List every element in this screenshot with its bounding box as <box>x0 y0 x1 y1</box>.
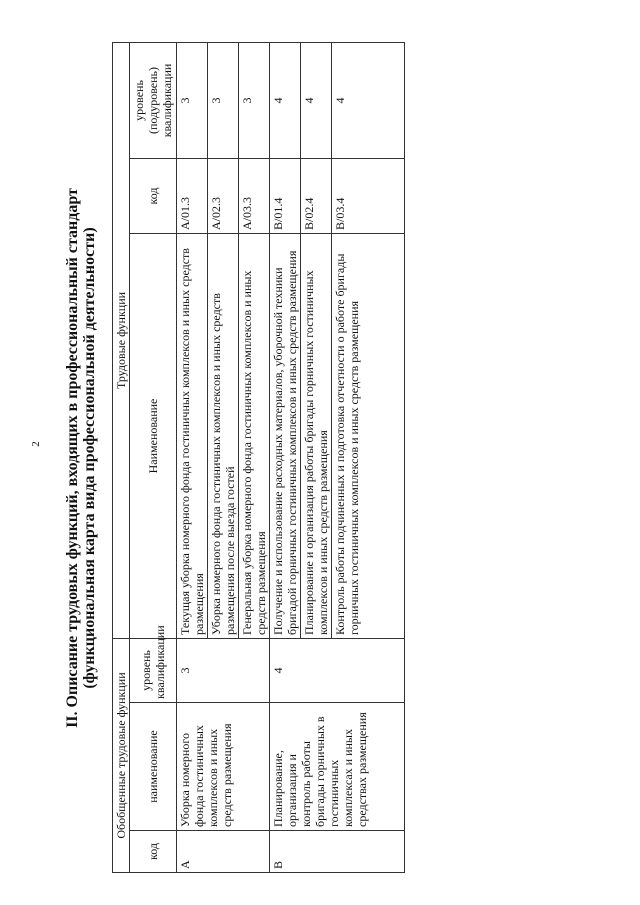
header-row-2 <box>130 42 177 872</box>
header-name-upper: Наименование <box>130 233 177 638</box>
function-name: Планирование и организация работы бригады горничных гостиничных комплексов и иных средств размещения <box>301 233 332 638</box>
header-level-sublevel: уровень (подуровень) квалификации <box>130 42 177 158</box>
header-generalized: Обобщенные трудовые функции <box>113 638 130 872</box>
function-name: Уборка номерного фонда гостиничных комплексов и иных средств размещения после выезда гостей <box>208 233 239 638</box>
function-level: 4 <box>332 42 405 158</box>
function-map-table <box>112 42 405 873</box>
function-level: 3 <box>239 42 270 158</box>
header-functions: Трудовые функции <box>113 42 130 638</box>
header-level-qualification: уровень квалификации <box>130 638 177 702</box>
function-level: 3 <box>208 42 239 158</box>
group-b-level: 4 <box>270 638 405 702</box>
page-title <box>64 23 98 893</box>
header-row-1 <box>113 42 130 872</box>
function-code: A/01.3 <box>177 158 208 233</box>
function-level: 4 <box>270 42 301 158</box>
title-line-1: II. Описание трудовых функций, входящих в профессиональный стандарт <box>64 188 81 728</box>
function-name: Текущая уборка номерного фонда гостиничных комплексов и иных средств размещения <box>177 233 208 638</box>
table-row <box>177 42 208 872</box>
group-a-name: Уборка номерного фонда гостиничных комплексов и иных средств размещения <box>177 703 270 831</box>
title-line-2: (функциональная карта вида профессиональной деятельности) <box>81 227 98 689</box>
function-level: 3 <box>177 42 208 158</box>
function-name: Контроль работы подчиненных и подготовка отчетности о работе бригады горничных гостиничных комплексов и иных средств размещения <box>332 233 405 638</box>
function-code: B/03.4 <box>332 158 405 233</box>
group-b-name: Планирование, организация и контроль работы бригады горничных в гостиничных комплексах и иных средствах размещения <box>270 703 405 831</box>
function-name: Генеральная уборка номерного фонда гостиничных комплексов и иных средств размещения <box>239 233 270 638</box>
header-code-2: код <box>130 158 177 233</box>
function-code: B/02.4 <box>301 158 332 233</box>
group-a-code: A <box>177 831 270 873</box>
function-code: A/03.3 <box>239 158 270 233</box>
page-number: 2 <box>29 441 42 447</box>
group-b-code: B <box>270 831 405 873</box>
table-row <box>270 42 301 872</box>
function-level: 4 <box>301 42 332 158</box>
function-code: B/01.4 <box>270 158 301 233</box>
header-code: код <box>130 831 177 873</box>
group-a-level: 3 <box>177 638 270 702</box>
function-name: Получение и использование расходных материалов, уборочной техники бригадой горничных гостиничных комплексов и иных средств размещения <box>270 233 301 638</box>
header-name-lower: наименование <box>130 703 177 831</box>
function-code: A/02.3 <box>208 158 239 233</box>
rotated-page <box>12 23 640 893</box>
